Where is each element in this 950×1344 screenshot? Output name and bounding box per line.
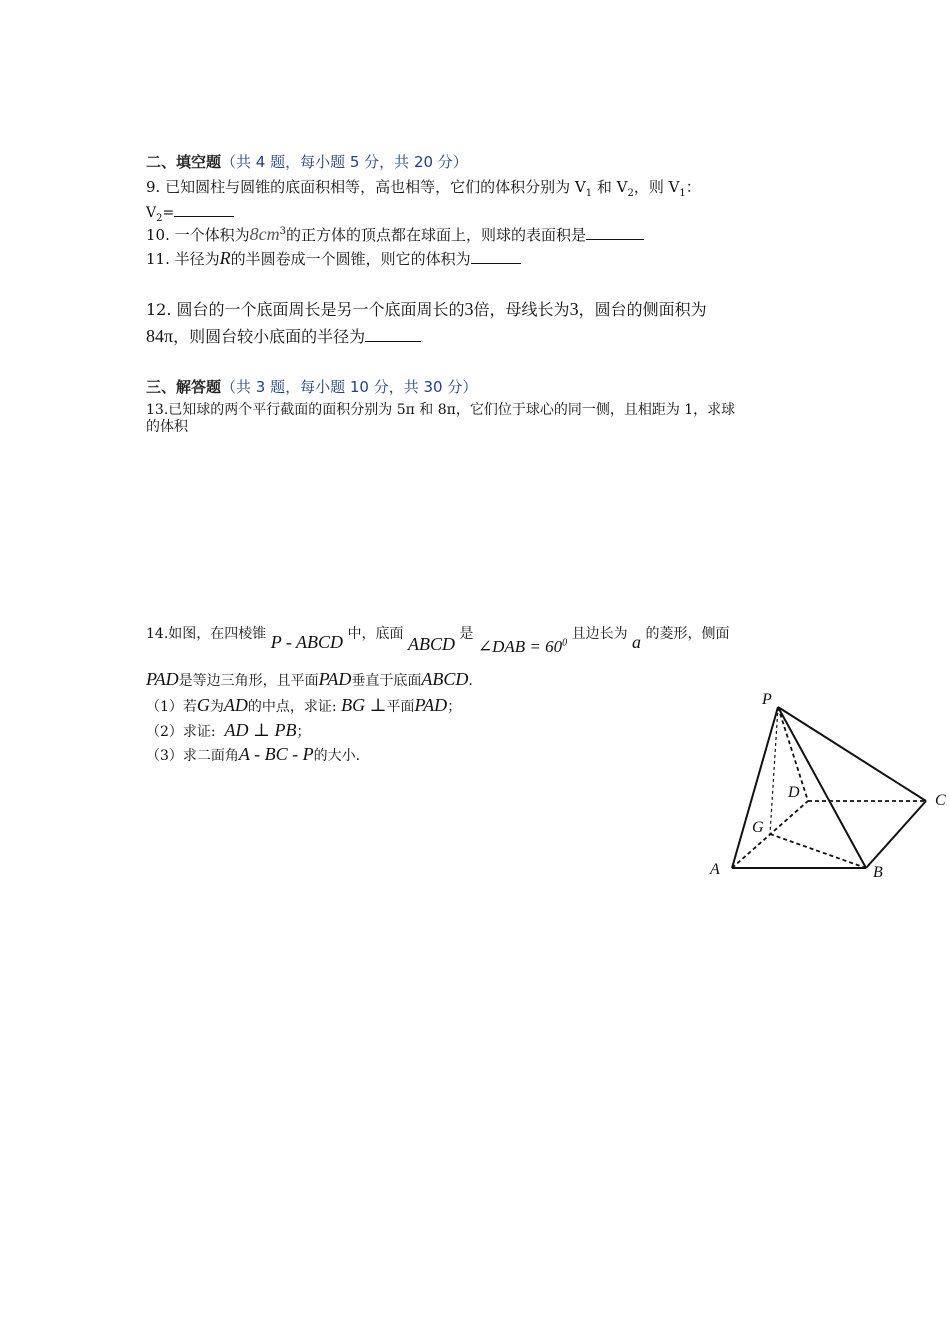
q12-text-d: ，则圆台较小底面的半径为 [173,327,366,346]
section-3-heading [146,376,477,397]
section-2-heading [146,151,468,172]
section-3-title: 三、解答题 [146,378,222,396]
question-9-line-2 [146,202,234,224]
q14-p3-text-a: （3）求二面角 [146,748,239,764]
q11-math: R [219,248,231,268]
q14-p1-text-c: 的中点，求证: [247,699,337,715]
section-2-note: （共 4 题，每小题 5 分，共 20 分） [221,153,468,171]
q14-math-abcd: ABCD [407,634,455,654]
q14-math-abcd-2: ABCD [421,669,469,689]
q11-answer-blank [471,249,521,264]
q14-math-pad-1: PAD [146,669,179,689]
edge-pc [778,707,926,801]
q14-p1-text-a: （1）若 [146,699,197,715]
question-13-line-2: 的体积 [146,419,188,435]
q10-text-b: 的正方体的顶点都在球面上，则球的表面积是 [286,226,587,244]
q11-text-b: 的半圆卷成一个圆锥，则它的体积为 [230,250,471,268]
q14-p2-math: AD ⊥ PB [224,720,297,740]
q12-text-b: 倍，母线长为 [473,300,570,319]
q14-text-g: 垂直于底面 [351,673,422,689]
q14-math-pabcd: P - ABCD [270,632,344,652]
q14-text-e: 的菱形，侧面 [645,626,730,642]
q9-v1-sub: 1 [585,188,593,199]
pyramid-figure [700,680,950,885]
q14-p1-math-ad: AD [223,695,248,715]
question-11 [146,248,521,269]
q14-p2-text-b: ； [296,724,311,740]
question-10 [146,224,644,245]
q9-v2-label: V [146,205,157,221]
label-b: B [873,864,883,881]
question-14-part-1 [146,695,461,716]
q9-text-a: 9. 已知圆柱与圆锥的底面积相等，高也相等，它们的体积分别为 V [146,178,586,196]
q9-text-d: ： [685,178,701,196]
question-14-line-2 [146,669,473,690]
q14-text-d: 且边长为 [571,626,628,642]
q14-math-a: a [632,632,642,652]
q14-p1-math-g: G [196,695,210,715]
q14-math-angle [478,637,567,656]
q9-text-b: 和 V [592,178,628,196]
q9-text-c: ，则 V [633,178,680,196]
q12-num-b: 3 [569,299,579,319]
q9-equals: = [162,205,175,221]
q14-text-f: 是等边三角形，且平面 [178,673,319,689]
label-c: C [935,792,946,809]
q10-sup: 3 [279,226,286,237]
q14-text-a: 14.如图，在四棱锥 [146,626,267,642]
section-3-note: （共 3 题，每小题 10 分，共 30 分） [221,378,478,396]
edge-gb [770,834,866,868]
q12-num-a: 3 [464,299,474,319]
question-14-part-2 [146,720,310,741]
q14-p1-text-d: 平面 [386,699,415,715]
edge-pa [732,707,778,868]
label-a: A [710,861,720,878]
q14-p1-math-bg: BG ⊥ [341,695,387,715]
q12-text-c: ，圆台的侧面积为 [578,300,707,319]
edge-pg [770,707,778,834]
label-p: P [762,691,772,708]
q12-text-a: 12. 圆台的一个底面周长是另一个底面周长的 [146,300,465,319]
question-12-line-1 [146,297,707,320]
q12-answer-blank [365,327,421,342]
q14-math-pad-2: PAD [318,669,352,689]
q9-v2b-sub: 2 [156,212,163,224]
q14-p1-text-e: ； [447,699,462,715]
q12-num-84pi: 84π [146,326,174,346]
q14-angle-text: ∠DAB = 60 [477,637,563,656]
question-9-line-1 [146,176,701,199]
q10-answer-blank [586,225,644,240]
edge-bc [866,801,926,868]
q14-p1-math-pad: PAD [414,695,448,715]
q11-text-a: 11. 半径为 [146,250,220,268]
label-d: D [788,784,800,801]
q14-p3-text-b: 的大小. [313,748,361,764]
q10-text-a: 10. 一个体积为 [146,226,250,244]
q14-angle-sup: 0 [562,637,568,649]
q14-p2-text-a: （2）求证: [146,724,216,740]
q9-v1b-sub: 1 [679,188,686,199]
q10-math: 8cm [249,224,280,244]
question-13-line-1: 13.已知球的两个平行截面的面积分别为 5π 和 8π，它们位于球心的同一侧，且相距为 1，求球 [146,402,736,418]
question-12-line-2 [146,324,421,347]
q14-text-b: 中，底面 [347,626,404,642]
question-14-line-1 [146,622,730,656]
q14-p3-math: A - BC - P [238,744,314,764]
question-14-part-3 [146,744,360,765]
q9-v2-sub: 2 [627,188,634,199]
q9-answer-blank [174,202,234,217]
q14-text-c: 是 [459,626,474,642]
label-g: G [752,819,764,836]
section-2-title: 二、填空题 [146,153,222,171]
q14-p1-text-b: 为 [209,699,224,715]
q14-text-h: . [468,673,473,689]
